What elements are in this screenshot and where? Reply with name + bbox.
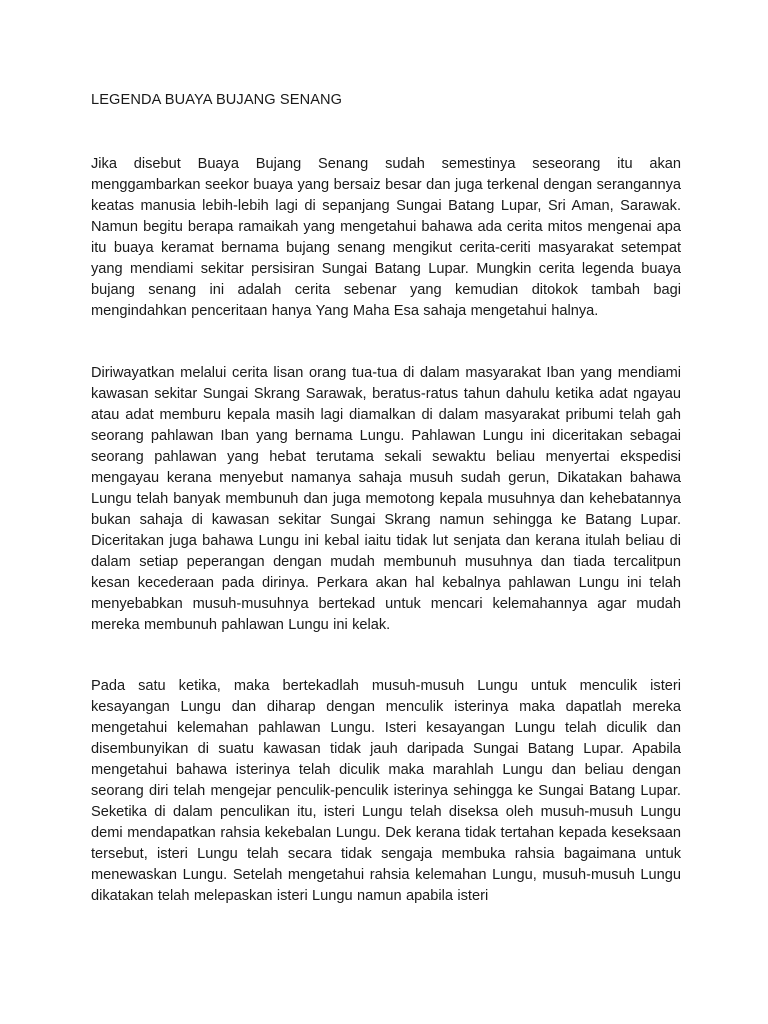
paragraph-3: Pada satu ketika, maka bertekadlah musuh-musuh Lungu untuk menculik isteri kesayangan Lungu dan diharap dengan menculik isterinya maka dapatlah mereka mengetahui kelemahan pahlawan Lungu. Isteri kesayangan Lungu telah diculik dan disembunyikan di suatu kawasan tidak jauh daripada Sungai Batang Lupar. Apabila mengetahui bahawa isterinya telah diculik maka marahlah Lungu dan beliau dengan seorang diri telah mengejar penculik-penculik isterinya sehingga ke Sungai Batang Lupar. Seketika di dalam penculikan itu, isteri Lungu telah diseksa oleh musuh-musuh Lungu demi mendapatkan rahsia kekebalan Lungu. Dek kerana tidak tertahan kepada keseksaan tersebut, isteri Lungu telah secara tidak sengaja membuka rahsia bagaimana untuk menewaskan Lungu. Setelah mengetahui rahsia kelemahan Lungu, musuh-musuh Lungu dikatakan telah melepaskan isteri Lungu namun apabila isteri	[91, 678, 681, 904]
paragraph-1: Jika disebut Buaya Bujang Senang sudah semestinya seseorang itu akan menggambarkan seekor buaya yang bersaiz besar dan juga terkenal dengan serangannya keatas manusia lebih-lebih lagi di sepanjang Sungai Batang Lupar, Sri Aman, Sarawak. Namun begitu berapa ramaikah yang mengetahui bahawa ada cerita mitos mengenai apa itu buaya keramat bernama bujang senang mengikut cerita-ceriti masyarakat setempat yang mendiami sekitar persisiran Sungai Batang Lupar. Mungkin cerita legenda buaya bujang senang ini adalah cerita sebenar yang kemudian ditokok tambah bagi mengindahkan penceritaan hanya Yang Maha Esa sahaja mengetahui halnya.	[91, 156, 681, 319]
document-title: LEGENDA BUAYA BUJANG SENANG	[91, 92, 343, 108]
paragraph-2: Diriwayatkan melalui cerita lisan orang tua-tua di dalam masyarakat Iban yang mendiami kawasan sekitar Sungai Skrang Sarawak, beratus-ratus tahun dahulu ketika adat ngayau atau adat memburu kepala masih lagi diamalkan di dalam masyarakat pribumi telah gah seorang pahlawan Iban yang bernama Lungu. Pahlawan Lungu ini diceritakan sebagai seorang pahlawan yang hebat terutama sekali sewaktu beliau menyertai ekspedisi mengayau kerana menyebut namanya sahaja musuh sudah gerun, Dikatakan bahawa Lungu telah banyak membunuh dan juga memotong kepala musuhnya dan kehebatannya bukan sahaja di kawasan sekitar Sungai Skrang namun sehingga ke Batang Lupar. Diceritakan juga bahawa Lungu ini kebal iaitu tidak lut senjata dan kerana itulah beliau di dalam setiap peperangan dengan mudah membunuh musuhnya dan tiada tercalitpun kesan kecederaan pada dirinya. Perkara akan hal kebalnya pahlawan Lungu ini telah menyebabkan musuh-musuhnya bertekad untuk mencari kelemahannya agar mudah mereka membunuh pahlawan Lungu ini kelak.	[91, 365, 681, 633]
